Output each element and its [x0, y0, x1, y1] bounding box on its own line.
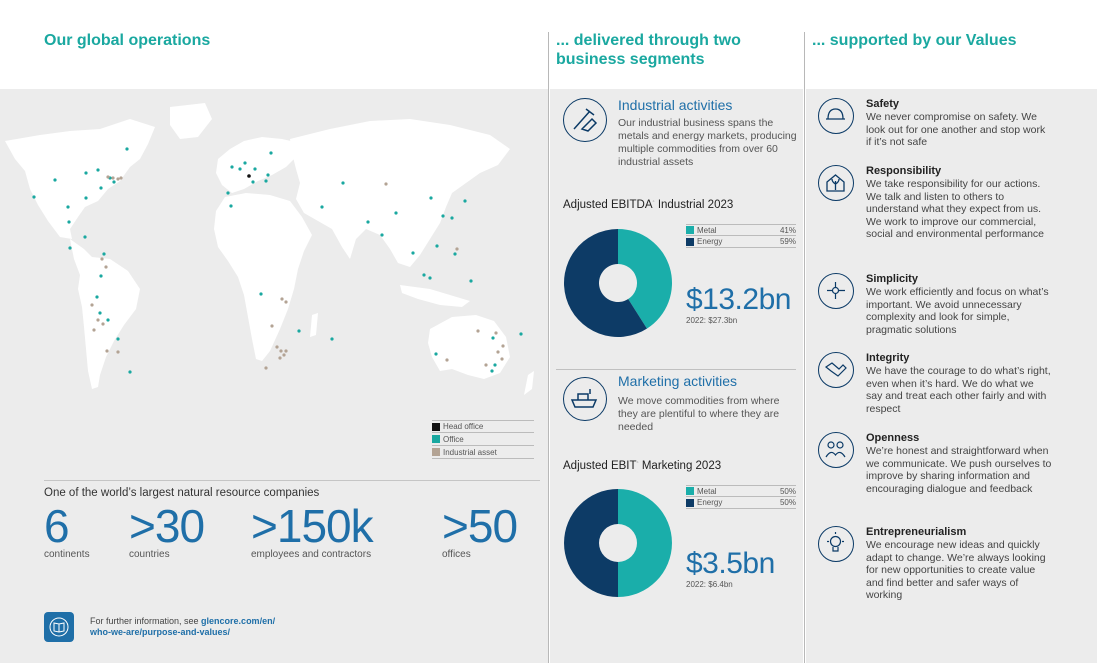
marketing-chart-title	[563, 460, 721, 472]
legend-value: 59%	[779, 237, 796, 246]
legend-swatch	[686, 487, 694, 495]
marketing-donut-chart	[563, 488, 673, 598]
pickaxe-shovel-icon	[563, 98, 607, 142]
marketing-total: $3.5bn	[686, 547, 775, 580]
value-openness	[818, 432, 1088, 495]
info-link-1[interactable]: glencore.com/en/	[201, 616, 276, 626]
asia-shape	[290, 119, 510, 267]
chart-title-tail: Marketing 2023	[638, 460, 722, 472]
legend-metal	[686, 485, 796, 497]
ship-icon	[563, 377, 607, 421]
marketing-title: Marketing activities	[618, 373, 738, 389]
legend-label: Office	[443, 434, 464, 444]
legend-value: 50%	[779, 486, 796, 496]
legend-label: Energy	[697, 498, 723, 507]
value-text: We work efficiently and focus on what’s important. We avoid unnecessary complexity and look for simple, pragmatic solutions	[866, 286, 1049, 336]
south-america-shape	[70, 239, 140, 389]
map-legend	[432, 420, 534, 459]
book-icon	[44, 612, 74, 642]
legend-swatch	[432, 435, 440, 443]
header-global-operations	[0, 0, 548, 88]
stat-label: employees and contractors	[251, 549, 372, 560]
stat-countries	[129, 501, 204, 560]
people-icon	[818, 432, 854, 468]
stat-offices	[442, 501, 517, 560]
chart-title-main: Adjusted EBITDA	[563, 199, 653, 211]
house-plant-icon	[818, 165, 854, 201]
marketing-description: We move commodities from where they are plentiful to where they are needed	[618, 395, 780, 433]
stats-title: One of the world’s largest natural resource companies	[44, 480, 540, 499]
donut-slice-metal	[618, 489, 672, 597]
world-map	[0, 89, 548, 469]
greenland-shape	[170, 103, 212, 139]
industrial-total: $13.2bn	[686, 283, 791, 316]
indonesia-shape	[400, 285, 470, 307]
stat-value: 6	[44, 500, 69, 552]
lightbulb-icon	[818, 526, 854, 562]
value-responsibility	[818, 165, 1088, 241]
header-values	[804, 0, 1097, 88]
value-text: We never compromise on safety. We look out for one another and stop work if it’s not safe	[866, 111, 1046, 148]
donut-slice-energy	[564, 489, 618, 597]
legend-industrial-asset	[432, 446, 534, 459]
section-title-operations: Our global operations	[44, 32, 211, 49]
value-title: Openness	[866, 432, 920, 444]
footnote-mark: ◦	[636, 460, 639, 467]
value-title: Safety	[866, 98, 900, 110]
value-entrepreneurialism	[818, 526, 1088, 602]
europe-shape	[216, 137, 300, 193]
legend-energy	[686, 497, 796, 509]
industrial-description: Our industrial business spans the metals and energy markets, producing multiple commodities from over 60 industrial assets	[618, 117, 797, 168]
value-title: Entrepreneurialism	[866, 526, 967, 538]
chart-title-main: Adjusted EBIT	[563, 460, 637, 472]
info-link-2[interactable]: who-we-are/purpose-and-values/	[90, 627, 231, 637]
handshake-icon	[818, 352, 854, 388]
legend-swatch	[686, 499, 694, 507]
marketing-prior-year: 2022: $6.4bn	[686, 580, 733, 589]
industrial-chart-title	[563, 199, 733, 211]
industrial-donut-chart	[563, 228, 673, 338]
head-office-marker	[247, 174, 251, 178]
marketing-chart-legend	[686, 485, 796, 509]
value-title: Simplicity	[866, 273, 918, 285]
north-america-shape	[5, 119, 155, 239]
stat-label: continents	[44, 549, 90, 560]
value-title: Responsibility	[866, 165, 942, 177]
stat-value: >50	[442, 500, 518, 552]
value-text: We have the courage to do what’s right, even when it’s hard. We do what we say and treat each other fairly and with respect	[866, 365, 1051, 415]
divider-2	[804, 32, 805, 663]
stat-continents	[44, 501, 90, 560]
value-integrity	[818, 352, 1088, 415]
legend-swatch	[686, 238, 694, 246]
stat-value: >150k	[251, 500, 373, 552]
footnote-mark: ◦	[652, 199, 655, 206]
legend-value: 50%	[779, 498, 796, 507]
legend-head-office	[432, 420, 534, 433]
chart-title-tail: Industrial 2023	[654, 199, 734, 211]
legend-label: Head office	[443, 422, 484, 431]
stat-label: countries	[129, 549, 170, 560]
industrial-chart-legend	[686, 224, 796, 248]
madagascar-shape	[310, 313, 318, 337]
info-prefix: For further information, see	[90, 616, 202, 626]
helmet-icon	[818, 98, 854, 134]
segment-separator	[556, 369, 796, 370]
value-safety	[818, 98, 1088, 149]
legend-swatch	[686, 226, 694, 234]
value-text: We take responsibility for our actions. We talk and listen to others to understand what they expect from us. We work to improve our commercial, social and environmental performance	[866, 178, 1045, 240]
stat-label: offices	[442, 549, 471, 560]
legend-label: Metal	[697, 225, 717, 235]
industrial-prior-year: 2022: $27.3bn	[686, 316, 738, 325]
africa-shape	[214, 193, 312, 361]
value-simplicity	[818, 273, 1088, 336]
legend-label: Energy	[697, 237, 723, 246]
network-icon	[818, 273, 854, 309]
section-title-segments: ... delivered through two business segments	[556, 32, 741, 68]
industrial-title: Industrial activities	[618, 97, 733, 113]
value-title: Integrity	[866, 352, 910, 364]
stat-employees	[251, 501, 373, 560]
section-title-values: ... supported by our Values	[812, 32, 1017, 49]
further-info-text	[90, 616, 275, 638]
legend-label: Metal	[697, 486, 717, 496]
legend-swatch	[432, 423, 440, 431]
further-info	[44, 612, 275, 642]
legend-label: Industrial asset	[443, 447, 497, 457]
stat-value: >30	[129, 500, 205, 552]
new-zealand-shape	[524, 371, 534, 395]
legend-metal	[686, 224, 796, 236]
divider-1	[548, 32, 549, 663]
value-text: We’re honest and straightforward when we communicate. We push ourselves to improve by sharing information and encouraging dialogue and feedback	[866, 445, 1052, 495]
legend-swatch	[432, 448, 440, 456]
legend-office	[432, 433, 534, 446]
legend-value: 41%	[779, 225, 796, 235]
legend-energy	[686, 236, 796, 248]
australia-shape	[428, 315, 510, 379]
header-segments	[548, 0, 804, 88]
value-text: We encourage new ideas and quickly adapt to change. We’re always looking for new opportunities to create value and find better and safer ways of working	[866, 539, 1046, 601]
